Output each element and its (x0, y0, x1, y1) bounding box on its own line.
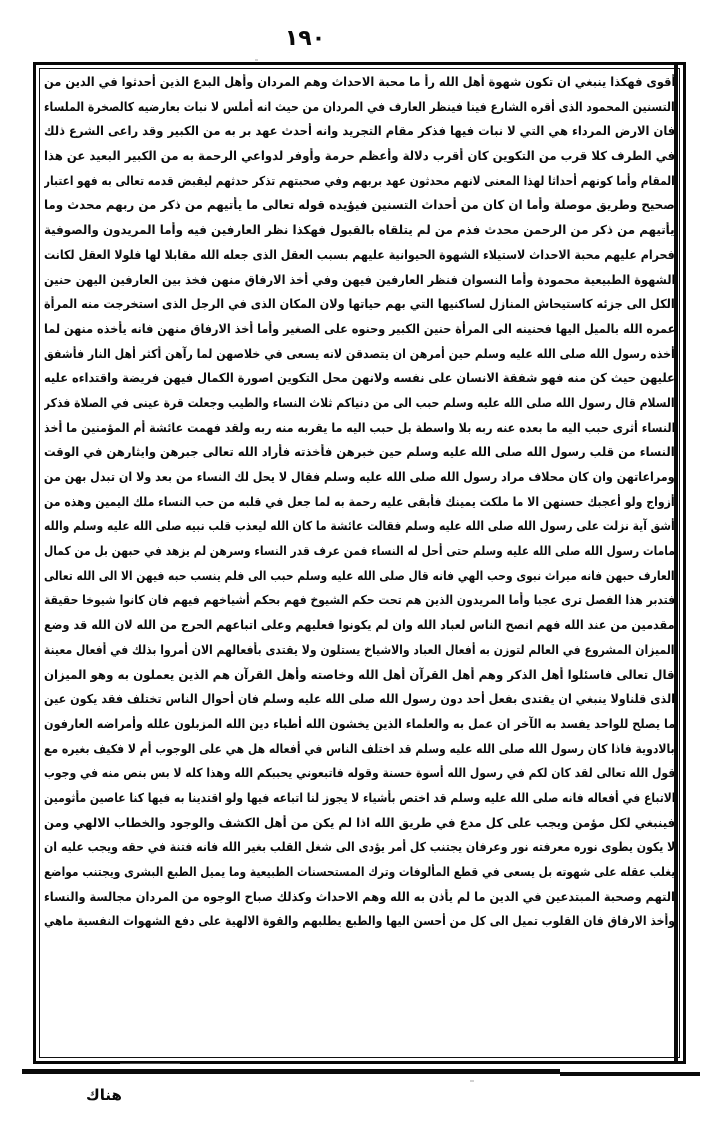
scan-speckle (120, 1063, 180, 1064)
text-line (44, 391, 675, 416)
text-line-content: صحيح وطريق موصلة وأما ان كان من أحداث التسنين فيؤيده قوله تعالى ما يأتيهم من ذكر من ربهم محدث وما (44, 197, 675, 213)
text-line (44, 440, 675, 465)
text-line (44, 663, 675, 688)
text-line-content: قول الله تعالى لقد كان لكم في رسول الله أسوة حسنة وقوله فاتبعوني يحببكم الله وهذا كله لا بس بنص منه في وجوب (44, 765, 675, 781)
text-line (44, 514, 675, 539)
text-line-content: أزواج ولو أعجبك حسنهن الا ما ملكت يمينك فأبقى عليه رحمة به لما جعل في قلبه من حب النساء ملك اليمين وهذه من (44, 493, 675, 509)
text-line-content: الميزان المشروع في العالم لتوزن به أفعال العباد والاشياخ يستلون ولا يقتدى بأفعالهم الان أمروا بذلك في أفعال معينة (44, 641, 675, 657)
text-line-content: الذى قلناولا ينبغي ان يقتدى بفعل أحد دون رسول الله صلى الله عليه وسلم فان أحوال الناس تختلف فقد يكون عين (44, 691, 675, 707)
text-line-content: أشق آية نزلت على رسول الله صلى الله عليه وسلم فقالت عائشة ما كان الله ليعذب قلب نبيه صلى الله عليه وسلم والله (44, 518, 675, 534)
text-line (44, 193, 675, 218)
text-line-content: النساء من قلب رسول الله صلى الله عليه وسلم حين خبرهن فأخذته فأراد الله تعالى جبرهن وايثارهن في الوقت (44, 444, 675, 460)
text-line (44, 860, 675, 885)
text-line (44, 638, 675, 663)
bottom-rule-left (22, 1069, 560, 1074)
text-line (44, 835, 675, 860)
text-line-content: التسنين المحمود الذى أقره الشارع فينا فينظر العارف في المردان من حيث انه أملس لا نبات بعارضيه كالصخرة الملساء (44, 98, 675, 114)
text-line (44, 243, 675, 268)
text-line-content: النساء أثرى حبب اليه ما بعده عنه ربه بلا واسطة بل حبب اليه ما يقربه منه ربه ولقد فهمت عائشة أم المؤمنين ما أخذ (44, 419, 675, 435)
text-line-content: الشهوة الطبيعية محمودة وأما النسوان فنظر العارفين فيهن وفي أخذ الارفاق منهن فخذ بين العارفين اليهن حنين (44, 271, 675, 287)
text-line (44, 811, 675, 836)
bottom-rule-right (560, 1072, 700, 1076)
text-line (44, 564, 675, 589)
text-line-content: الاتباع في أفعاله فانه صلى الله عليه وسلم قد اختص بأشياء لا يجوز لنا اتباعه فيها ولو اقتدينا به فيها كنا عاصين مأثومين (44, 789, 675, 805)
scan-speckle (255, 59, 258, 61)
text-line (44, 786, 675, 811)
scan-speckle (470, 1080, 474, 1082)
text-line-content: وأخذ الارفاق فان القلوب تميل الى كل من أحسن اليها والطبع يطلبهم والقوة الالهية على دفع الشهوات النفسية ماهي (44, 913, 675, 929)
text-line (44, 268, 675, 293)
text-line (44, 712, 675, 737)
text-line-content: بالادوية فاذا كان رسول الله صلى الله عليه وسلم قد اختلف الناس في أفعاله هل هي على الوجوب أم لا فكيف بغيره مع (44, 740, 675, 756)
text-line (44, 218, 675, 243)
text-line (44, 169, 675, 194)
text-line (44, 539, 675, 564)
text-line-content: عليهن حيث كن منه فهو شفقة الانسان على نفسه ولانهن محل التكوين اصورة الكمال فيهن فريضة واقتداءه عليه (44, 370, 675, 386)
text-line-content: يأتيهم من ذكر من الرحمن محدث فذم من لم يتلقاه بالقبول فهكذا نظر العارفين فيه وأما المريدون والصوفية (44, 222, 675, 238)
text-line-content: السلام قال رسول الله صلى الله عليه وسلم حبب الى من دنياكم ثلاث النساء والطيب وجعلت قرة عينى في الصلاة فذكر (44, 394, 675, 410)
text-line (44, 465, 675, 490)
text-line-content: فحرام عليهم محبة الاحداث لاستيلاء الشهوة الحيوانية عليهم بسبب العقل الذى جعله الله مقابلا لها فلولا العقل لكانت (44, 246, 675, 262)
text-line-content: المقام وأما كونهم أحداثا لهذا المعنى لانهم محدثون عهد بربهم وفي صحبتهم تذكر حدثهم ليقبض قدمه تعالى به فهو اعتبار (44, 172, 675, 188)
text-line-content: مقدمين من عند الله فهم انصح الناس لعباد الله وان لم يكونوا فعليهم وعلى اتباعهم الحرج من الله لان الله قد وضع (44, 617, 675, 633)
text-line-content: الكل الى جزئه كاستيحاش المنازل لساكنيها التي بهم حياتها ولان المكان الذى في الرجل الذى استخرجت منه المرأة (44, 296, 675, 312)
text-line-content: التهم وصحبة المبتدعين في الدين ما لم يأذن به الله وهم الاحداث وكذلك صباح الوجوه من المردان مجالسة والنساء (44, 888, 675, 904)
text-line (44, 737, 675, 762)
text-line-content: عمره الله بالميل اليها فحنينه الى المرأة حنين الكبير وحنوه على الصغير وأما أخذ الارفاق منهن فانه يأخذه منهن لما (44, 320, 675, 336)
text-line-content: قال تعالى فاسئلوا أهل الذكر وهم أهل القرآن أهل الله وخاصته وأهل القرآن هم الذين يعملون به وهو الميزان (44, 666, 675, 682)
text-line-content: فان الارض المرداء هي التي لا نبات فيها فذكر مقام التجريد وانه أحدث عهد بر به من الكبير وقد راعى الشرع ذلك (44, 123, 675, 139)
text-line-content: ما يصلح للواحد يفسد به الآخر ان عمل به والعلماء الذين يخشون الله أطباء دين الله المزبلون علله وأمراضه العارفون (44, 715, 675, 731)
text-line (44, 613, 675, 638)
text-line (44, 366, 675, 391)
text-line (44, 70, 675, 95)
text-line-content: العارف حبهن فانه ميراث نبوى وحب الهي فانه قال صلى الله عليه وسلم حبب الى فلم ينسب حبه فيهن الا الى الله تعالى (44, 567, 675, 583)
catchword: هناك (86, 1086, 122, 1104)
text-line-content: مامات رسول الله صلى الله عليه وسلم حتى أحل له النساء فمن عرف قدر النساء وسرهن لم يزهد في حبهن بل من كمال (44, 543, 675, 559)
text-line (44, 144, 675, 169)
text-line (44, 761, 675, 786)
text-line (44, 885, 675, 910)
text-line-content: ومراعاتهن وان كان محلاف مراد رسول الله صلى الله عليه وسلم فقال لا يحل لك النساء من بعد ولا ان تبدل بهن من (44, 469, 675, 484)
text-line (44, 317, 675, 342)
text-line-content: فينبغي لكل مؤمن ويجب على كل مدع في طريق الله اذا لم يكن من أهل الكشف والوجود والخطاب الالهي ومن (44, 814, 675, 830)
text-line-content: في الطرف كلا قرب من التكوين كان أقرب دلالة وأعظم حرمة وأوفر لدواعي الرحمة به من الكبير البعيد عن هذا (44, 148, 675, 164)
text-line (44, 588, 675, 613)
text-line (44, 687, 675, 712)
text-line (44, 95, 675, 120)
text-line-content: لا يكون يطوى نوره معرفته نور وعرفان يجتنب كل أمر يؤدى الى شغل القلب بغير الله فانه فتنة في حقه ويجب عليه ان (44, 839, 675, 855)
body-text (44, 70, 675, 1056)
text-line-content: أخذه رسول الله صلى الله عليه وسلم حين أمرهن ان يتصدقن لانه يسعى في خلاصهن لما رآهن أكثر أهل النار فأشفق (44, 345, 675, 361)
text-line (44, 292, 675, 317)
page-number: ١٩٠ (284, 26, 326, 51)
text-line-content: فتدبر هذا الفصل ترى عجبا وأما المريدون الذين هم تحت حكم الشيوخ فهم بحكم أشياخهم فيهم فان كانوا شيوخا حقيقة (44, 592, 675, 608)
text-line-content: يغلب عقله على شهوته بل يسعى في قطع المألوفات وترك المستحسنات الطبيعية وما يميل الطبع البشرى ويجتنب مواضع (44, 864, 675, 879)
text-line (44, 490, 675, 515)
text-line-content: أقوى فهكذا ينبغي ان تكون شهوة أهل الله رأ ما محبة الاحداث وهم المردان وأهل البدع الذين أحدثوا في الدين من (44, 74, 675, 89)
text-line (44, 909, 675, 934)
text-line (44, 119, 675, 144)
text-line (44, 416, 675, 441)
text-line (44, 342, 675, 367)
